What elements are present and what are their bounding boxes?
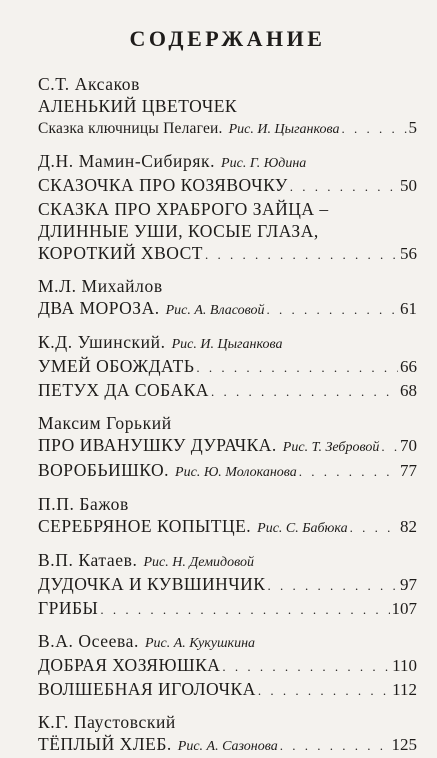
table-of-contents (38, 74, 417, 758)
toc-entry[interactable] (38, 242, 417, 266)
page-number: 56 (400, 244, 417, 263)
page-number: 107 (391, 599, 417, 618)
illustrator-credit: Рис. А. Сазонова (177, 739, 278, 754)
page-number: 66 (400, 357, 417, 376)
author-name: К.Д. Ушинский. (38, 332, 166, 352)
illustrator-credit: Рис. Т. Зебровой (282, 440, 380, 455)
story-title: ТЁПЛЫЙ ХЛЕБ. (38, 734, 172, 754)
illustrator-credit: Рис. Ю. Молоканова (175, 465, 297, 480)
story-title: ДВА МОРОЗА. (38, 298, 160, 318)
toc-section (38, 151, 417, 266)
page-number: 125 (391, 735, 417, 754)
dot-leader (381, 436, 398, 458)
page-number: 68 (400, 381, 417, 400)
illustrator-credit: Рис. И. Цыганкова (228, 122, 340, 137)
author-line (38, 276, 417, 297)
toc-section (38, 712, 417, 758)
dot-leader (267, 575, 398, 597)
dot-leader (258, 680, 390, 702)
story-title: ВОРОБЬИШКО. (38, 460, 170, 480)
author-name: С.Т. Аксаков (38, 74, 141, 94)
author-line (38, 151, 417, 174)
dot-leader (205, 244, 398, 266)
story-title: ПЕТУХ ДА СОБАКА (38, 380, 209, 400)
dot-leader (196, 357, 398, 379)
page-number: 97 (400, 575, 417, 594)
author-name: К.Г. Паустовский (38, 712, 176, 732)
author-line (38, 550, 417, 573)
story-title-line: ДЛИННЫЕ УШИ, КОСЫЕ ГЛАЗА, (38, 221, 319, 241)
story-title: КОРОТКИЙ ХВОСТ (38, 243, 203, 263)
toc-section (38, 494, 417, 540)
illustrator-credit: Рис. Г. Юдина (221, 156, 307, 171)
story-title: СКАЗОЧКА ПРО КОЗЯВОЧКУ (38, 175, 288, 195)
toc-entry[interactable] (38, 654, 417, 678)
dot-leader (341, 118, 406, 140)
page-number: 70 (400, 436, 417, 455)
story-title-line: СКАЗКА ПРО ХРАБРОГО ЗАЙЦА – (38, 199, 329, 219)
author-name: Д.Н. Мамин-Сибиряк. (38, 151, 216, 171)
toc-entry[interactable] (38, 515, 417, 540)
author-name: В.П. Катаев. (38, 550, 138, 570)
author-name: М.Л. Михайлов (38, 276, 163, 296)
illustrator-credit: Рис. А. Власовой (165, 303, 265, 318)
toc-entry[interactable] (38, 355, 417, 379)
author-name: В.А. Осеева. (38, 631, 139, 651)
story-title: ПРО ИВАНУШКУ ДУРАЧКА. (38, 435, 277, 455)
dot-leader (299, 461, 398, 483)
author-line (38, 494, 417, 515)
author-name: П.П. Бажов (38, 494, 129, 514)
story-title: Сказка ключницы Пелагеи. (38, 120, 223, 137)
toc-section (38, 631, 417, 702)
page-number: 82 (400, 517, 417, 536)
toc-section (38, 550, 417, 621)
page-title: СОДЕРЖАНИЕ (129, 26, 326, 51)
dot-leader (280, 735, 390, 757)
dot-leader (100, 599, 389, 621)
toc-entry[interactable] (38, 434, 417, 459)
toc-entry[interactable] (38, 379, 417, 403)
dot-leader (267, 299, 399, 321)
toc-entry[interactable] (38, 117, 417, 141)
story-title: ВОЛШЕБНАЯ ИГОЛОЧКА (38, 679, 256, 699)
toc-entry[interactable] (38, 597, 417, 621)
story-title: ДУДОЧКА И КУВШИНЧИК (38, 574, 266, 594)
dot-leader (290, 176, 398, 198)
page-number: 50 (400, 176, 417, 195)
page-number: 77 (400, 461, 417, 480)
author-line (38, 74, 417, 95)
story-title: ГРИБЫ (38, 598, 99, 618)
toc-section (38, 332, 417, 403)
toc-entry[interactable] (38, 573, 417, 597)
toc-section (38, 276, 417, 322)
toc-entry[interactable] (38, 678, 417, 702)
page-number: 5 (408, 118, 417, 137)
illustrator-credit: Рис. Н. Демидовой (143, 555, 254, 570)
author-line (38, 413, 417, 434)
page-number: 112 (392, 680, 417, 699)
page-number: 61 (400, 299, 417, 318)
dot-leader (211, 381, 398, 403)
toc-entry[interactable] (38, 297, 417, 322)
author-line (38, 712, 417, 733)
toc-entry[interactable] (38, 174, 417, 198)
author-name: Максим Горький (38, 413, 172, 433)
toc-section (38, 413, 417, 484)
dot-leader (350, 517, 398, 539)
story-title: СЕРЕБРЯНОЕ КОПЫТЦЕ. (38, 516, 252, 536)
illustrator-credit: Рис. А. Кукушкина (144, 636, 256, 651)
story-title: ДОБРАЯ ХОЗЯЮШКА (38, 655, 221, 675)
toc-section (38, 74, 417, 141)
illustrator-credit: Рис. С. Бабюка (257, 521, 348, 536)
author-line (38, 631, 417, 654)
story-title: УМЕЙ ОБОЖДАТЬ (38, 356, 195, 376)
toc-entry[interactable] (38, 459, 417, 484)
dot-leader (222, 656, 390, 678)
page-number: 110 (392, 656, 417, 675)
illustrator-credit: Рис. И. Цыганкова (171, 337, 283, 352)
story-title-line: АЛЕНЬКИЙ ЦВЕТОЧЕК (38, 96, 238, 116)
toc-entry[interactable] (38, 733, 417, 758)
author-line (38, 332, 417, 355)
